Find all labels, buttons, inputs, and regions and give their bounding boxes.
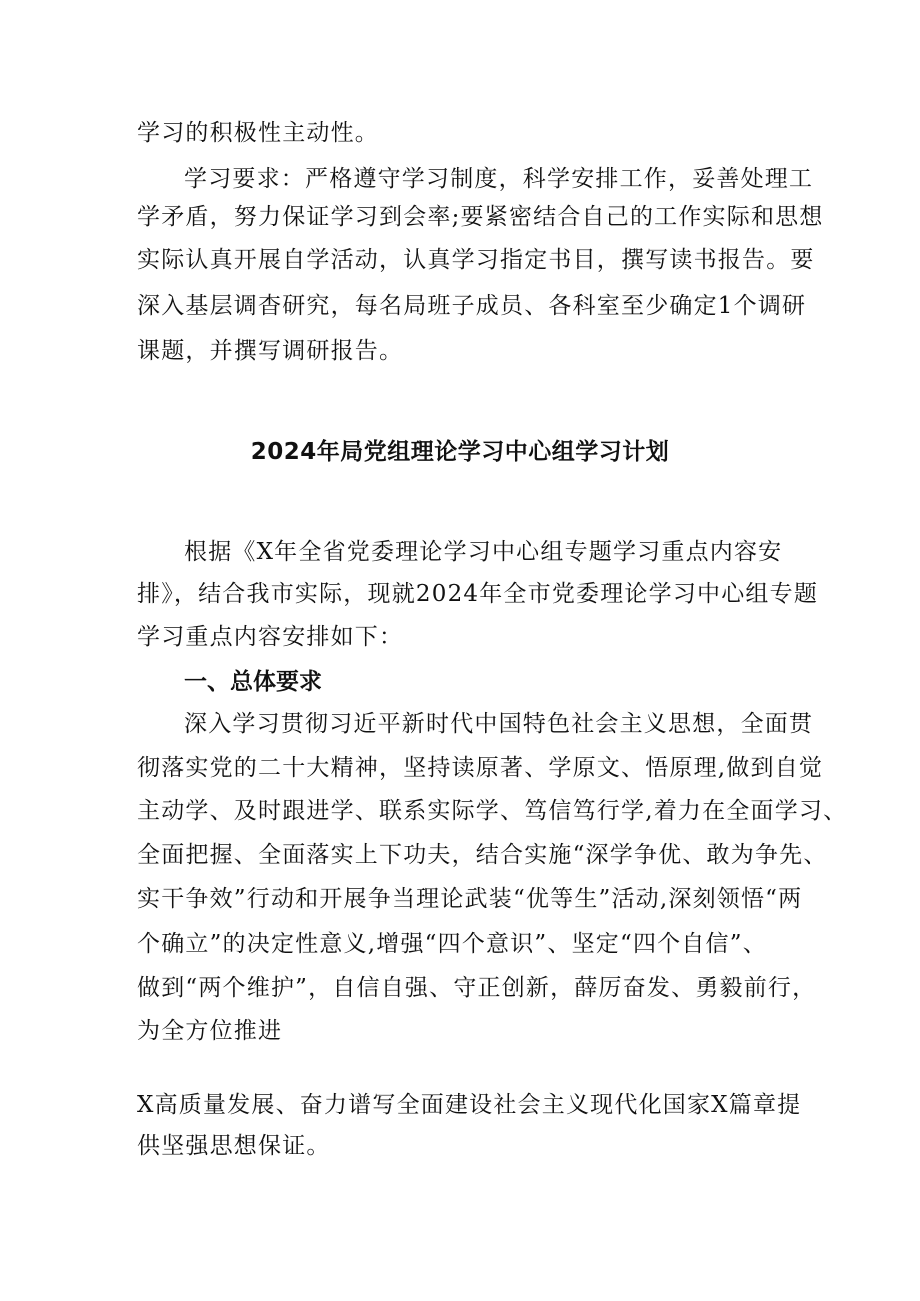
section1-line-4: 全面把握、全面落实上下功夫，结合实施“深学争优、敢为争先、 (137, 842, 828, 868)
intro-line-3: 学矛盾，努力保证学习到会率;要紧密结合自己的工作实际和思想 (137, 204, 824, 230)
section1-line-2: 彻落实党的二十大精神，坚持读原著、学原文、悟原理,做到自觉 (137, 755, 824, 781)
page-title: 2024年局党组理论学习中心组学习计划 (250, 439, 670, 465)
section1-line-6: 个确立”的决定性意义,增强“四个意识”、坚定“四个自信”、 (137, 931, 767, 957)
section1-continuation-1: X高质量发展、奋力谱写全面建设社会主义现代化国家X篇章提 (137, 1092, 802, 1118)
para1-line-2: 排》，结合我市实际，现就2024年全市党委理论学习中心组专题 (137, 581, 819, 607)
section1-line-8: 为全方位推进 (137, 1018, 283, 1044)
section1-heading: 一、总体要求 (184, 669, 322, 695)
para1-line-3: 学习重点内容安排如下： (137, 624, 404, 650)
section1-line-1: 深入学习贯彻习近平新时代中国特色社会主义思想，全面贯 (184, 711, 814, 737)
intro-line-5: 深入基层调杳研究，每名局班子成员、各科室至少确定1个调研 (137, 293, 807, 319)
intro-line-6: 课题，并撰写调研报告。 (137, 338, 404, 364)
intro-line-2: 学习要求：严格遵守学习制度，科学安排工作，妥善处理工 (184, 166, 814, 192)
section1-line-7: 做到“两个维护”，自信自强、守正创新，薛厉奋发、勇毅前行， (137, 975, 817, 1001)
section1-continuation-2: 供坚强思想保证。 (137, 1133, 331, 1159)
section1-line-5: 实干争效”行动和开展争当理论武装“优等生”活动,深刻领悟“两 (137, 886, 803, 912)
intro-line-4: 实际认真开展自学活动，认真学习指定书目，撰写读书报告。要 (137, 247, 815, 273)
section1-line-3: 主动学、及时跟进学、联系实际学、笃信笃行学,着力在全面学习、 (137, 798, 848, 824)
para1-line-1: 根据《X年全省党委理论学习中心组专题学习重点内容安 (184, 539, 783, 565)
intro-line-1: 学习的积极性主动性。 (137, 120, 379, 146)
